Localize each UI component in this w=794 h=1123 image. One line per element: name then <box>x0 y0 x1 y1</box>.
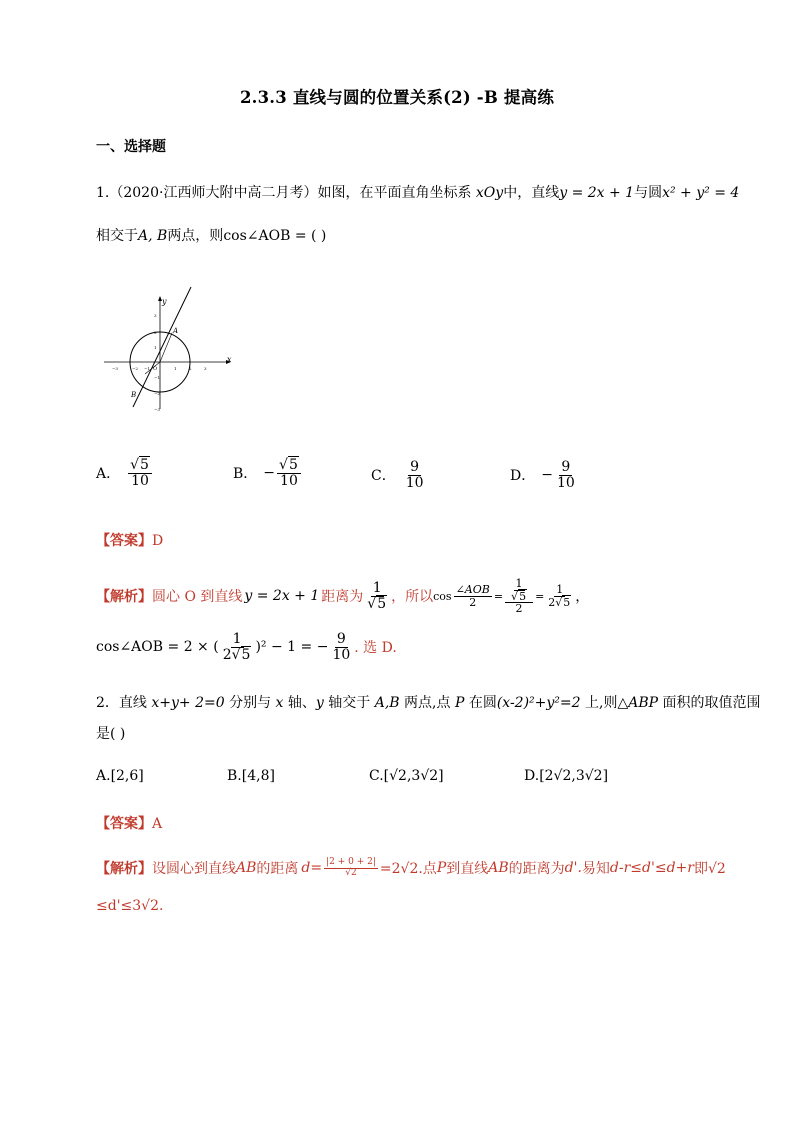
q1-line1 <box>96 182 739 202</box>
section-heading: 一、选择题 <box>96 139 166 155</box>
tick-y-2: 2 <box>154 330 157 335</box>
q1-line-eq: y = 2x + 1 <box>559 185 635 201</box>
minus-sign: − <box>541 467 553 484</box>
q2-analysis-line1 <box>96 858 726 878</box>
q2-text: 两点,点 <box>399 695 455 711</box>
analysis-text: 到直线 <box>446 861 489 877</box>
answer-value: D <box>152 533 164 549</box>
q1-option-a[interactable] <box>96 458 154 488</box>
q2-option-a[interactable] <box>96 768 144 784</box>
tick-x-1: 1 <box>174 366 177 371</box>
analysis-text: 即√2 <box>693 861 726 877</box>
q1-ask: cos∠AOB = ( ) <box>223 228 327 244</box>
q1-option-d[interactable] <box>510 460 579 490</box>
q2-analysis-line2: ≤d'≤3√2. <box>96 898 164 914</box>
q2-line-eq: x+y+ 2=0 <box>151 695 225 711</box>
option-label: B． <box>233 466 258 483</box>
denominator: 10 <box>405 474 424 491</box>
option-label: A. <box>96 768 111 784</box>
q1-line2 <box>96 225 326 245</box>
tick-y-neg1: −1 <box>154 375 160 380</box>
analysis-p: P <box>436 860 447 876</box>
radicand: 5 <box>288 457 298 473</box>
analysis-text: 的距离 <box>256 861 299 877</box>
analysis-text: cos∠AOB = 2 × ( <box>96 639 219 656</box>
numerator: 9 <box>410 459 420 475</box>
answer-tag: 【答案】 <box>96 533 152 549</box>
q1-option-b[interactable] <box>233 458 303 488</box>
tick-y-3: 3 <box>154 313 157 318</box>
q2-line2: 是( ) <box>96 726 126 742</box>
option-label: B. <box>227 768 242 784</box>
origin-label: O <box>153 366 158 372</box>
tick-y-neg2: −2 <box>154 391 160 396</box>
q1-text: 中，直线 <box>503 185 560 201</box>
q1-answer <box>96 530 163 550</box>
page-title: 2.3.3 直线与圆的位置关系(2) -B 提高练 <box>239 88 555 107</box>
option-text: [2,6] <box>110 768 144 784</box>
q2-text: 面积的取值范围 <box>658 695 761 711</box>
analysis-text: 距离为 <box>321 589 364 606</box>
q2-text: 直线 <box>118 695 152 711</box>
analysis-ineq: d-r≤d'≤d+r <box>609 860 694 876</box>
tick-x-3: 3 <box>204 366 207 371</box>
q2-x: x <box>275 695 284 711</box>
x-label: x <box>227 355 232 364</box>
analysis-tag: 【解析】 <box>96 861 152 877</box>
analysis-d: d= <box>301 860 323 876</box>
analysis-dp: d'. <box>564 860 582 876</box>
tick-x-neg2: −2 <box>132 366 138 371</box>
q2-circle: (x-2)²+y²=2 <box>496 695 581 711</box>
tick-y-1: 1 <box>154 345 157 350</box>
tick-x-2: 2 <box>189 366 192 371</box>
analysis-text: 的距离为 <box>508 861 565 877</box>
analysis-cos: cos <box>433 589 452 603</box>
q1-text: 如图，在平面直角坐标系 <box>317 185 472 201</box>
denominator: 10 <box>280 472 298 489</box>
denominator: 10 <box>131 472 149 489</box>
q2-line1 <box>96 692 761 712</box>
fraction-9-over-10: $\frac{9}{10}$ <box>332 631 351 663</box>
q1-circle-eq: x² + y² = 4 <box>662 185 740 201</box>
q2-number: 2． <box>96 695 119 711</box>
circle-line-figure <box>100 285 235 415</box>
q1-text: 与圆 <box>634 185 663 201</box>
option-text: [4,8] <box>241 768 275 784</box>
option-text: [√2,3√2] <box>383 768 444 784</box>
minus-sign: − <box>263 465 276 482</box>
q1-option-c[interactable] <box>371 460 428 490</box>
q1-points: A, B <box>138 228 168 244</box>
q2-y: y <box>315 695 324 711</box>
fraction-1-over-2sqrt5: $\frac{1}{2√5}$ <box>222 631 251 663</box>
point-a-label: A <box>173 327 179 335</box>
analysis-eq: y = 2x + 1 <box>244 588 320 605</box>
tick-x-neg1: −1 <box>144 366 150 371</box>
analysis-text: 易知 <box>581 861 610 877</box>
option-label: C． <box>371 468 396 485</box>
analysis-text: . 选 D. <box>354 640 397 657</box>
fraction <box>128 458 152 488</box>
q2-text: 分别与 <box>224 695 276 711</box>
q2-text: 在圆 <box>464 695 497 711</box>
q1-analysis-line1: 【解析】 圆心 O 到直线 y = 2x + 1 距离为 $\frac{1}{√5}$ ，所以 cos $\frac{\text{∠AOB}}{2}$ = $\frac{\frac{1}{√5}}{2}$ = $\frac{1}{2√5}$ ， <box>96 577 590 616</box>
option-label: C. <box>369 768 384 784</box>
fraction <box>404 460 426 490</box>
fraction-distance: $\frac{|2 + 0 + 2|}{√2}$ <box>326 857 376 878</box>
fraction <box>277 458 301 488</box>
analysis-text: ，所以 <box>391 589 434 606</box>
q2-ab: A,B <box>374 695 400 711</box>
denominator: 10 <box>556 474 575 491</box>
numerator: 9 <box>561 459 571 475</box>
fraction-half-angle: $\frac{\text{∠AOB}}{2}$ <box>455 583 490 609</box>
q2-abp: ABP <box>628 695 659 711</box>
q2-option-d[interactable] <box>524 768 608 784</box>
q1-analysis-line2 <box>96 632 397 662</box>
analysis-ab: AB <box>236 860 257 876</box>
tick-x-neg3: −3 <box>112 366 118 371</box>
q1-coord-sys: xOy <box>475 185 504 201</box>
point-b-label: B <box>131 391 137 399</box>
y-label: y <box>162 297 167 306</box>
option-label: A． <box>96 466 121 483</box>
radicand: 5 <box>140 457 149 473</box>
fraction-nested: $\frac{\frac{1}{√5}}{2}$ <box>505 578 533 615</box>
analysis-text: )² − 1 = − <box>255 639 329 656</box>
answer-tag: 【答案】 <box>96 816 152 832</box>
q2-p: P <box>454 695 465 711</box>
analysis-text: 设圆心到直线 <box>152 861 236 877</box>
q1-text: 两点，则 <box>167 228 224 244</box>
q1-source: （2020·江西师大附中高二月考） <box>109 185 318 201</box>
q2-text: 轴交于 <box>323 695 375 711</box>
option-label: D． <box>510 468 536 485</box>
sqrt-sign: √5 <box>130 457 149 473</box>
fraction <box>555 460 577 490</box>
q1-text: 相交于 <box>96 228 138 244</box>
analysis-text: 圆心 O 到直线 <box>152 589 243 606</box>
sqrt-sign: √5 <box>279 457 298 473</box>
analysis-text: =2√2.点 <box>379 861 437 877</box>
q2-text: 轴、 <box>283 695 316 711</box>
analysis-ab: AB <box>488 860 509 876</box>
q1-number: 1. <box>96 185 110 201</box>
answer-value: A <box>152 816 163 832</box>
analysis-tag: 【解析】 <box>96 589 152 606</box>
option-text: [2√2,3√2] <box>539 768 609 784</box>
fraction-1-over-sqrt5: $\frac{1}{√5}$ <box>367 580 387 612</box>
option-label: D. <box>524 768 540 784</box>
q2-option-b[interactable] <box>227 768 275 784</box>
fraction-result: $\frac{1}{2√5}$ <box>548 583 571 609</box>
q2-answer <box>96 813 162 833</box>
q2-option-c[interactable] <box>369 768 444 784</box>
tick-y-neg3: −3 <box>154 407 160 412</box>
q2-text: 上,则△ <box>580 695 629 711</box>
